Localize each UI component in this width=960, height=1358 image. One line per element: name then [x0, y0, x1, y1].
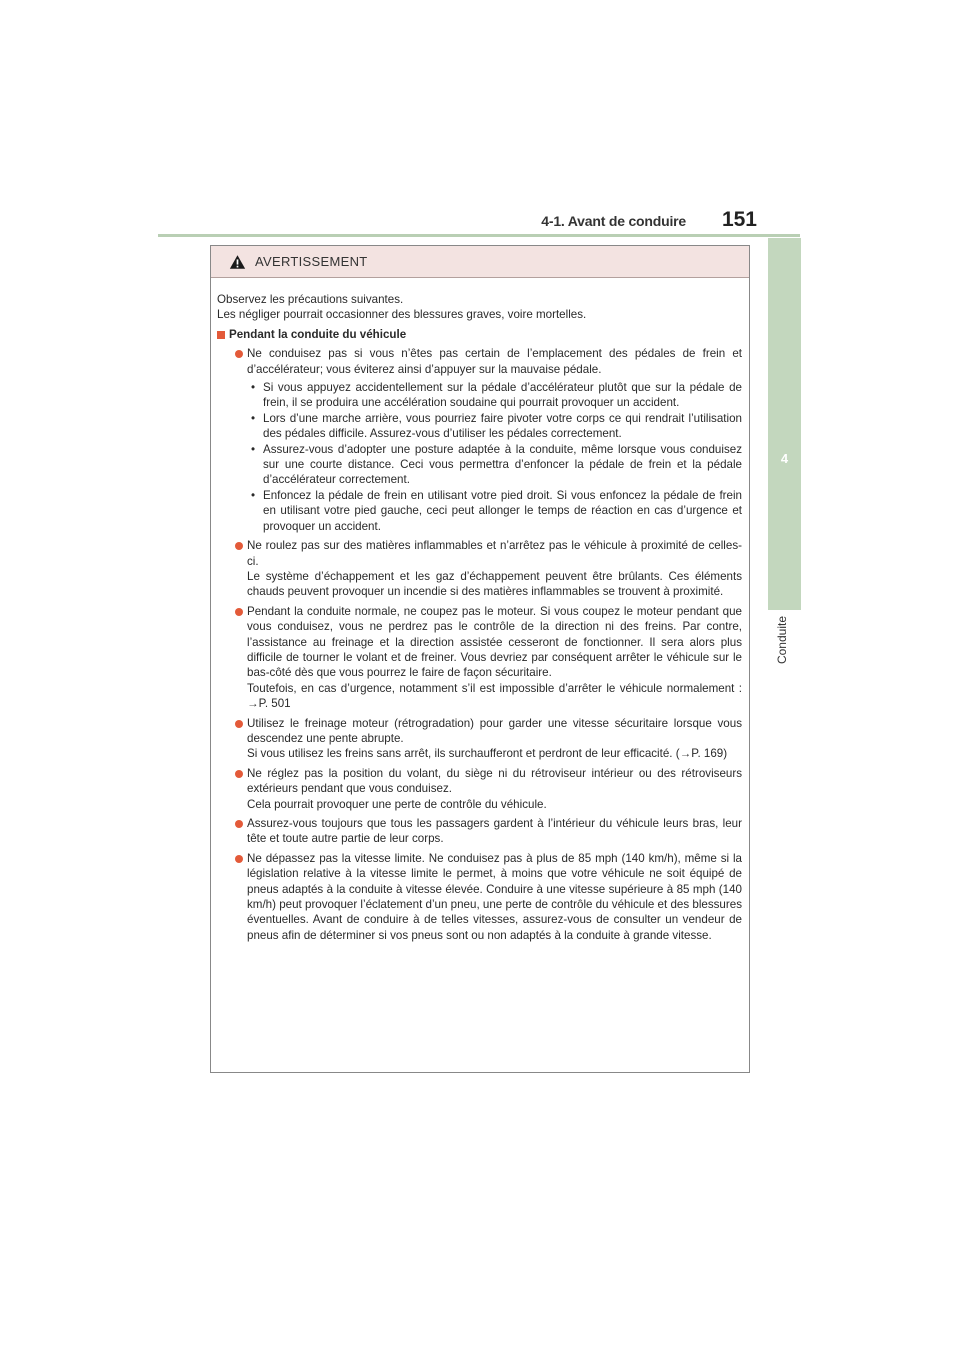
sub-item: • Lors d’une marche arrière, vous pourriez faire pivoter votre corps ce qui rendrait l’utilisation des pédales difficile. Assurez-vous d’utiliser les pédales correctement.: [247, 411, 742, 442]
warning-box: [210, 245, 750, 1073]
warning-item: [217, 346, 742, 534]
warning-content: [211, 278, 749, 943]
item-text: Utilisez le freinage moteur (rétrogradation) pour garder une vitesse sécuritaire lorsque vous descendez une pente abrupte.: [247, 716, 742, 745]
section-heading: Pendant la conduite du véhicule: [217, 327, 742, 342]
warning-item: [217, 851, 742, 943]
item-text: Toutefois, en cas d’urgence, notamment s’il est impossible d’arrêter le véhicule normalement : →P. 501: [247, 681, 742, 711]
item-text: Ne dépassez pas la vitesse limite. Ne conduisez pas à plus de 85 mph (140 km/h), même si la législation relative à la vitesse limite le permet, à moins que votre véhicule ne soit équipé de pneus adaptés à la conduite à vitesse élevée. Conduire à une vitesse supérieure à 85 mph (140 km/h) peut provoquer l’éclatement d’un pneu, une perte de contrôle du véhicule et des blessures éventuelles. Avant de conduire à de telles vitesses, assurez-vous de consulter un vendeur de pneus afin de déterminer si vos pneus sont ou non adaptés à la conduite à grande vitesse.: [247, 851, 742, 942]
item-text: Ne conduisez pas si vous n’êtes pas certain de l’emplacement des pédales de frein et d’accélérateur; vous éviterez ainsi d’appuyer sur la mauvaise pédale.: [247, 347, 742, 376]
item-text: Assurez-vous toujours que tous les passagers gardent à l’intérieur du véhicule leurs bras, leur tête et toute autre partie de leur corps.: [247, 817, 742, 846]
warning-item: [217, 716, 742, 762]
item-text: Cela pourrait provoquer une perte de contrôle du véhicule.: [247, 797, 547, 811]
sub-item: • Si vous appuyez accidentellement sur la pédale d’accélérateur plutôt que sur la pédale de frein, il se produira une accélération soudaine qui pourrait provoquer un accident.: [247, 380, 742, 411]
chapter-label: Conduite: [775, 616, 789, 665]
item-text: Ne roulez pas sur des matières inflammables et n’arrêtez pas le véhicule à proximité de celles-ci.: [247, 539, 742, 568]
intro-line: Observez les précautions suivantes.: [217, 293, 404, 306]
chapter-number: 4: [780, 451, 789, 466]
item-text: Si vous utilisez les freins sans arrêt, ils surchaufferont et perdront de leur efficacité. (→P. 169): [247, 747, 728, 761]
header-divider: [158, 234, 800, 237]
page-header: [158, 208, 800, 238]
chapter-tab: [768, 238, 801, 610]
warning-item: [217, 766, 742, 812]
page-number: 151: [721, 208, 757, 231]
sub-item: • Enfoncez la pédale de frein en utilisant votre pied droit. Si vous enfoncez la pédale de frein en utilisant votre pied gauche, ceci peut allonger le temps de réaction en cas d’urgence et provoquer un accident.: [247, 488, 742, 534]
sub-item: • Assurez-vous d’adopter une posture adaptée à la conduite, même lorsque vous conduisez sur une courte distance. Ceci vous permettra d’enfoncer la pédale de frein et la pédale d’accélérateur correctement.: [247, 442, 742, 488]
warning-title: AVERTISSEMENT: [255, 254, 368, 269]
warning-item: [217, 604, 742, 712]
intro-line: Les négliger pourrait occasionner des blessures graves, voire mortelles.: [217, 308, 587, 322]
item-text: Le système d’échappement et les gaz d’échappement peuvent être brûlants. Ces éléments chauds peuvent provoquer un incendie si des matières inflammables se trouvent à proximité.: [247, 569, 742, 599]
warning-header: [211, 246, 749, 278]
item-text: Ne réglez pas la position du volant, du siège ni du rétroviseur intérieur ou des rétroviseurs extérieurs pendant que vous conduisez.: [247, 766, 742, 796]
sub-list: [247, 380, 742, 534]
warning-item: [217, 816, 742, 847]
warning-triangle-icon: [229, 254, 246, 270]
section-title: 4-1. Avant de conduire: [541, 213, 686, 229]
item-text: Pendant la conduite normale, ne coupez pas le moteur. Si vous coupez le moteur pendant que vous conduisez, vous ne perdrez pas le contrôle de la direction ni des freins. Par contre, l’assistance au freinage et la direction assistée cesseront de fonctionner. Il sera alors plus difficile de tourner le volant et de freiner. Vous devriez par conséquent arrêter le véhicule sur le bas-côté dès que vous pourrez le faire de façon sécuritaire.: [247, 604, 742, 680]
warning-item: [217, 538, 742, 600]
